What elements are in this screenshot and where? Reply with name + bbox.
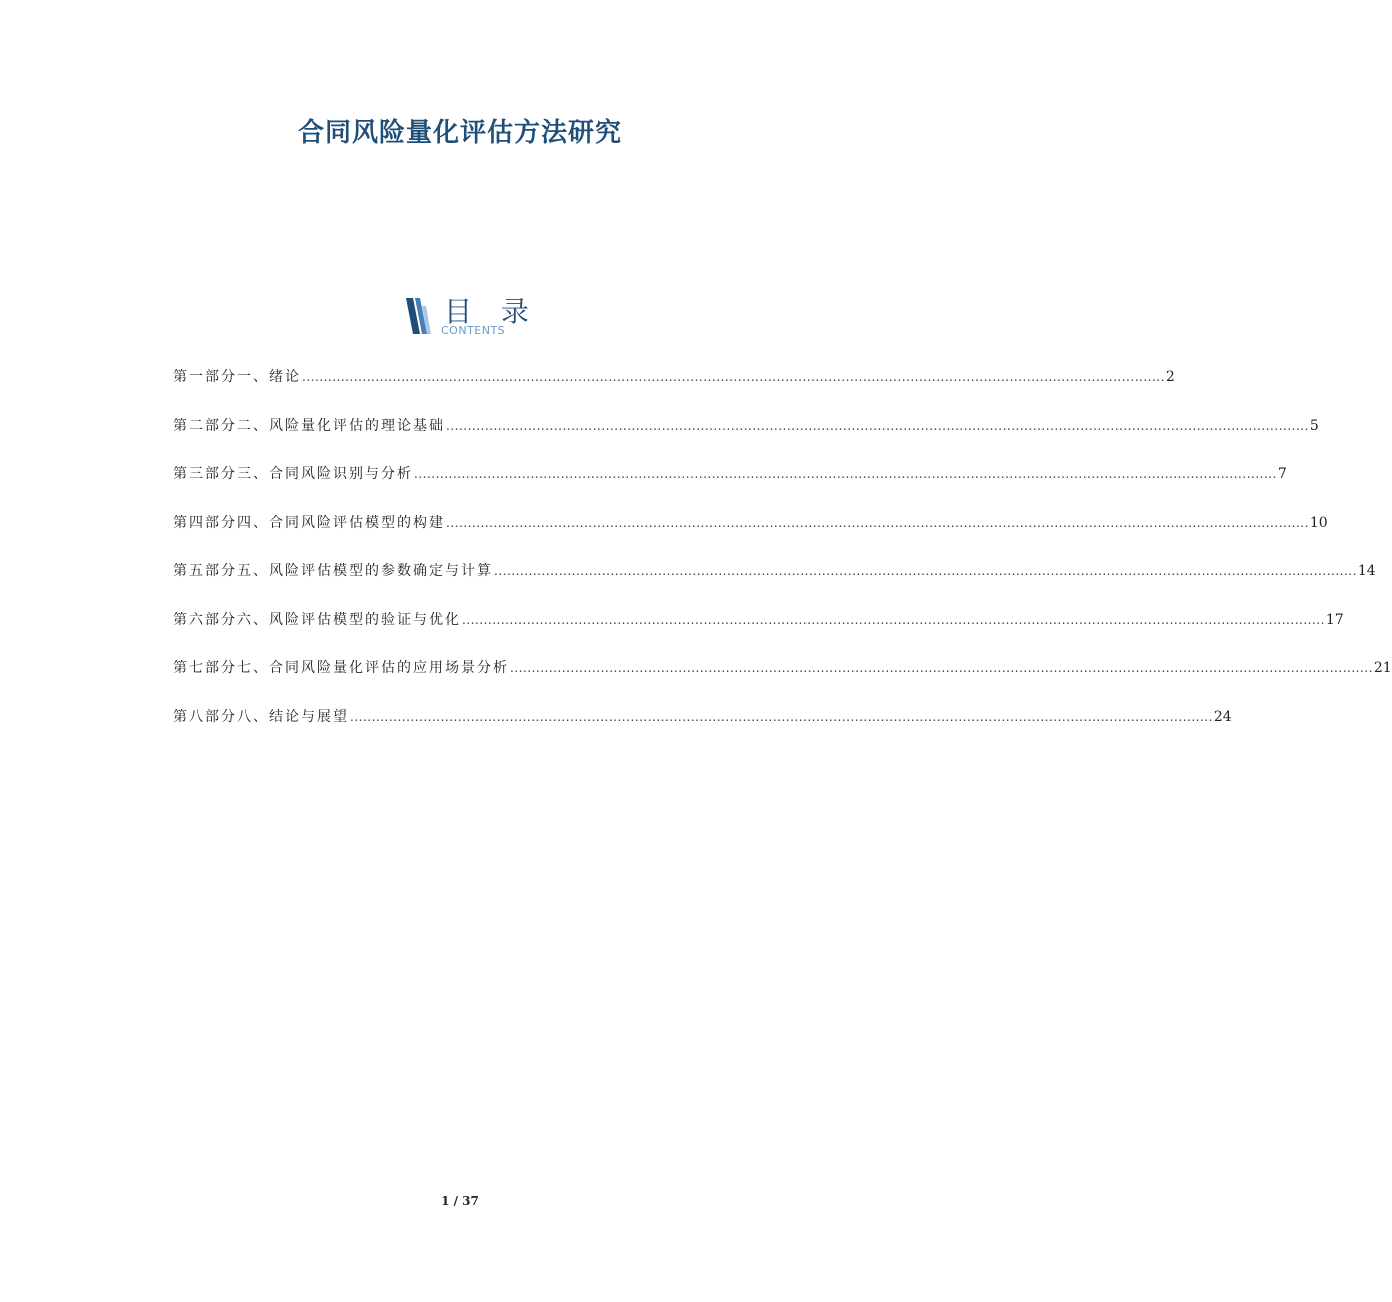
toc-entry-title: 六、风险评估模型的验证与优化 [237, 611, 461, 628]
toc-entry-title: 八、结论与展望 [237, 708, 349, 725]
toc-entry-part: 第二部分 [173, 417, 237, 434]
toc-entry-part: 第四部分 [173, 514, 237, 531]
toc-entry-part: 第六部分 [173, 611, 237, 628]
toc-entry[interactable] [173, 512, 1328, 536]
toc-entry-title: 一、绪论 [237, 369, 301, 385]
toc-entry-part: 第八部分 [173, 708, 237, 725]
toc-entry[interactable] [173, 609, 1344, 633]
toc-entry-part: 第三部分 [173, 466, 237, 482]
toc-list [173, 366, 1392, 754]
toc-entry-page-number: 7 [1277, 466, 1287, 482]
toc-entry-title: 七、合同风险量化评估的应用场景分析 [237, 660, 509, 676]
toc-entry-page-number: 14 [1357, 563, 1376, 579]
toc-entry-page-number: 2 [1165, 369, 1175, 385]
toc-entry-title: 二、风险量化评估的理论基础 [237, 417, 445, 434]
toc-entry-page-number: 24 [1213, 708, 1232, 725]
toc-entry-part: 第七部分 [173, 660, 237, 676]
toc-entry-page-number: 5 [1309, 417, 1319, 434]
toc-entry-part: 第五部分 [173, 563, 237, 579]
toc-entry-title: 四、合同风险评估模型的构建 [237, 514, 445, 531]
document-title: 合同风险量化评估方法研究 [297, 118, 622, 148]
toc-dot-leader: ........................................................................................................................................................................................................ [494, 564, 1357, 578]
toc-dot-leader: ........................................................................................................................................................................................................ [302, 370, 1165, 384]
page-indicator: 1 / 37 [441, 1194, 479, 1208]
toc-entry[interactable] [173, 463, 1287, 487]
toc-heading: 目 录 [444, 295, 539, 328]
toc-entry[interactable] [173, 706, 1232, 730]
toc-dot-leader: ........................................................................................................................................................................................................ [414, 467, 1277, 481]
toc-entry-part: 第一部分 [173, 369, 237, 385]
toc-entry[interactable] [173, 657, 1392, 681]
toc-dot-leader: ........................................................................................................................................................................................................ [446, 515, 1309, 530]
toc-header [404, 292, 539, 342]
toc-subheading: CONTENTS [441, 324, 506, 337]
toc-dot-leader: ........................................................................................................................................................................................................ [510, 661, 1373, 675]
toc-entry-page-number: 21 [1373, 660, 1392, 676]
toc-entry-title: 三、合同风险识别与分析 [237, 466, 413, 482]
toc-entry[interactable] [173, 366, 1175, 390]
toc-entry[interactable] [173, 560, 1376, 584]
toc-logo-icon [404, 296, 434, 336]
toc-entry-page-number: 10 [1309, 514, 1328, 531]
toc-dot-leader: ........................................................................................................................................................................................................ [462, 612, 1325, 627]
toc-entry[interactable] [173, 415, 1319, 439]
toc-entry-page-number: 17 [1325, 611, 1344, 628]
toc-dot-leader: ........................................................................................................................................................................................................ [350, 709, 1213, 724]
toc-dot-leader: ........................................................................................................................................................................................................ [446, 418, 1309, 433]
toc-entry-title: 五、风险评估模型的参数确定与计算 [237, 563, 493, 579]
